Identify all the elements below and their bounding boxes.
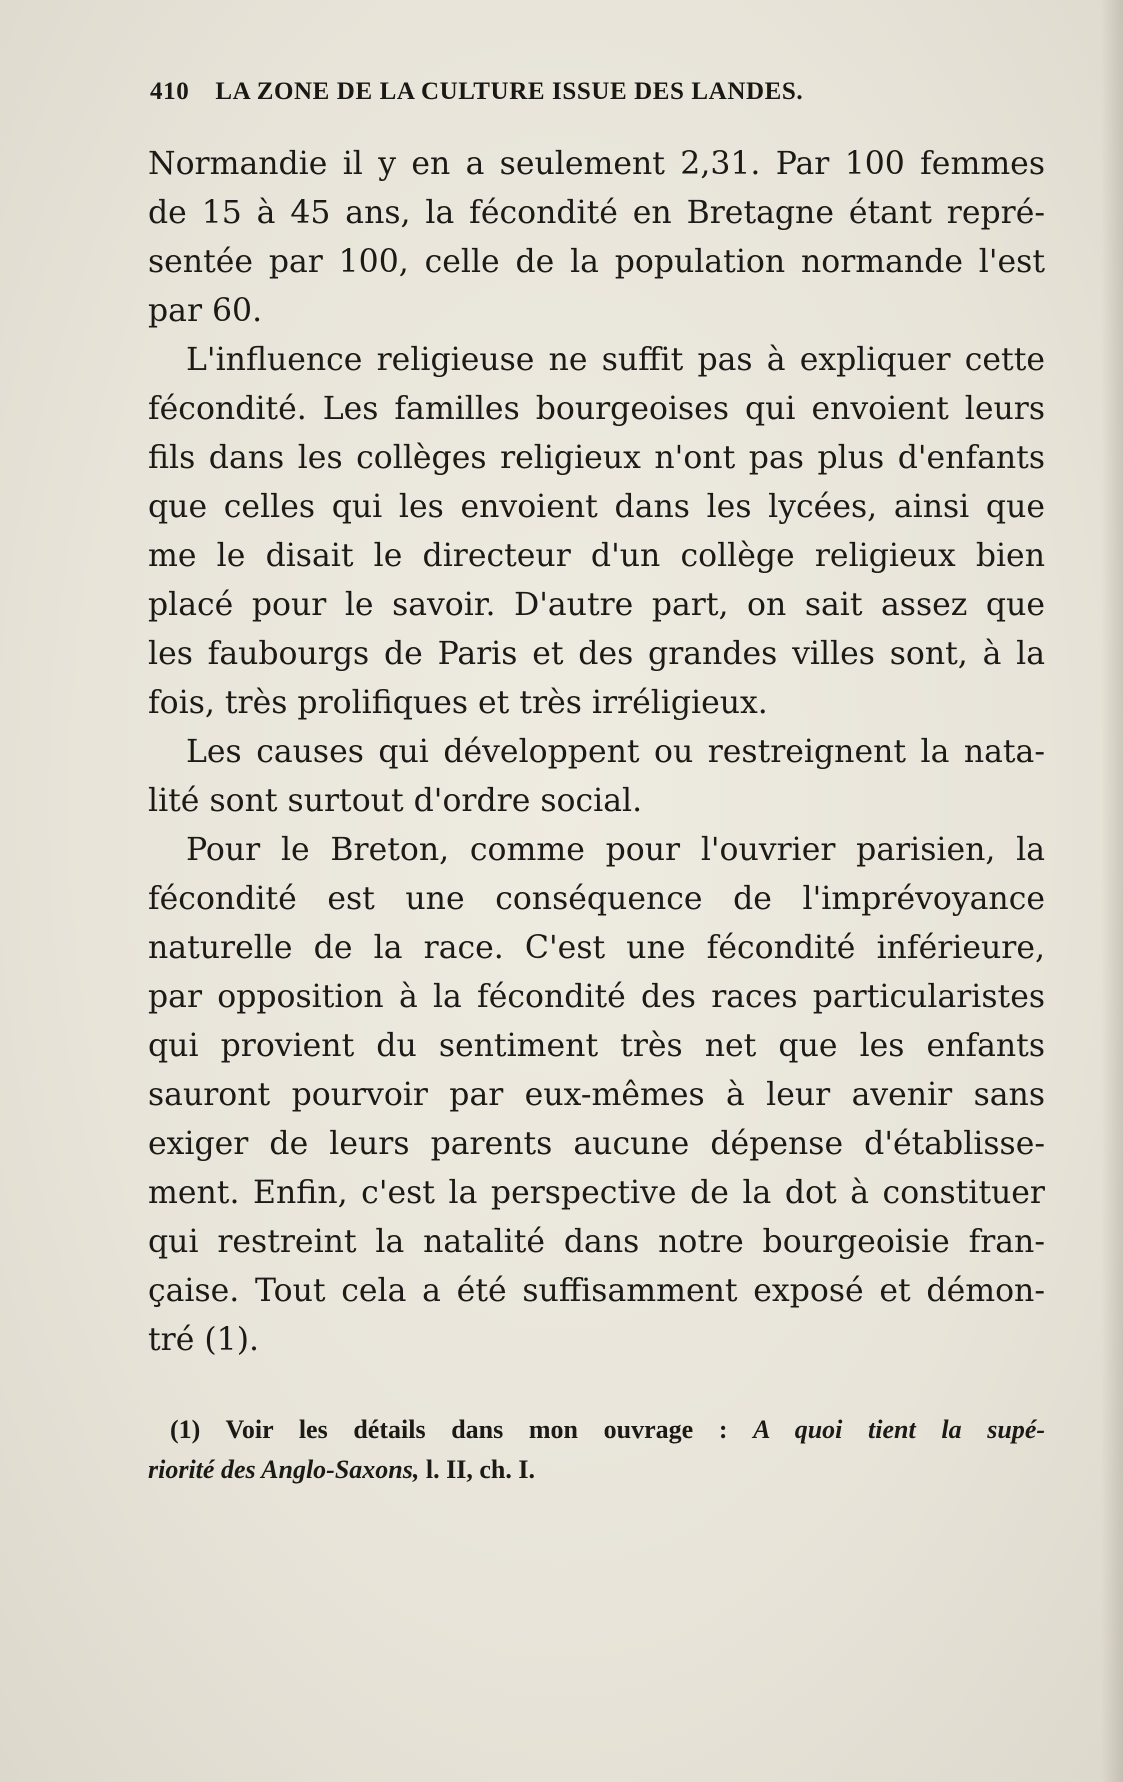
text-line: de 15 à 45 ans, la fécondité en Bretagne étant repré-: [148, 195, 1045, 231]
footnote-line: [148, 1410, 1045, 1450]
footnote-book-title: riorité des Anglo-Saxons,: [148, 1455, 420, 1484]
text-line: Normandie il y en a seulement 2,31. Par 100 femmes: [148, 146, 1045, 182]
page-edge-shadow: [1101, 0, 1123, 1782]
text-line: sauront pourvoir par eux-mêmes à leur avenir sans: [148, 1077, 1045, 1113]
text-line: que celles qui les envoient dans les lycées, ainsi que: [148, 489, 1045, 525]
text-line: Pour le Breton, comme pour l'ouvrier parisien, la: [186, 832, 1045, 868]
text-line: L'influence religieuse ne suffit pas à expliquer cette: [186, 342, 1045, 378]
text-line: sentée par 100, celle de la population normande l'est: [148, 244, 1045, 280]
text-line: lité sont surtout d'ordre social.: [148, 783, 643, 819]
text-line: par opposition à la fécondité des races particularistes: [148, 979, 1045, 1015]
text-line: Les causes qui développent ou restreignent la nata-: [186, 734, 1045, 770]
text-line: exiger de leurs parents aucune dépense d'établisse-: [148, 1126, 1045, 1162]
text-line: naturelle de la race. C'est une fécondité inférieure,: [148, 930, 1045, 966]
text-line: placé pour le savoir. D'autre part, on sait assez que: [148, 587, 1045, 623]
text-line: qui restreint la natalité dans notre bourgeoisie fran-: [148, 1224, 1045, 1260]
text-line: ment. Enfin, c'est la perspective de la dot à constituer: [148, 1175, 1045, 1211]
footnote-book-title: A quoi tient la supé-: [753, 1415, 1046, 1444]
text-line: çaise. Tout cela a été suffisamment exposé et démon-: [148, 1273, 1045, 1309]
footnote-line: [148, 1450, 1045, 1490]
footnote-reference: l. II, ch. I.: [425, 1455, 535, 1484]
text-line: fécondité. Les familles bourgeoises qui envoient leurs: [148, 391, 1045, 427]
footnote-text: (1) Voir les détails dans mon ouvrage :: [170, 1415, 728, 1444]
text-line: fécondité est une conséquence de l'imprévoyance: [148, 881, 1045, 917]
text-line: me le disait le directeur d'un collège religieux bien: [148, 538, 1045, 574]
text-line: fois, très prolifiques et très irréligieux.: [148, 685, 768, 721]
footnote: [148, 1410, 1045, 1490]
page-number: 410: [150, 78, 190, 105]
text-line: qui provient du sentiment très net que les enfants: [148, 1028, 1045, 1064]
text-line: tré (1).: [148, 1322, 260, 1358]
text-line: par 60.: [148, 293, 263, 329]
text-line: les faubourgs de Paris et des grandes villes sont, à la: [148, 636, 1045, 672]
running-title: LA ZONE DE LA CULTURE ISSUE DES LANDES.: [215, 78, 804, 105]
body-text: [148, 140, 1045, 1365]
running-head: [150, 78, 970, 106]
text-line: fils dans les collèges religieux n'ont pas plus d'enfants: [148, 440, 1045, 476]
